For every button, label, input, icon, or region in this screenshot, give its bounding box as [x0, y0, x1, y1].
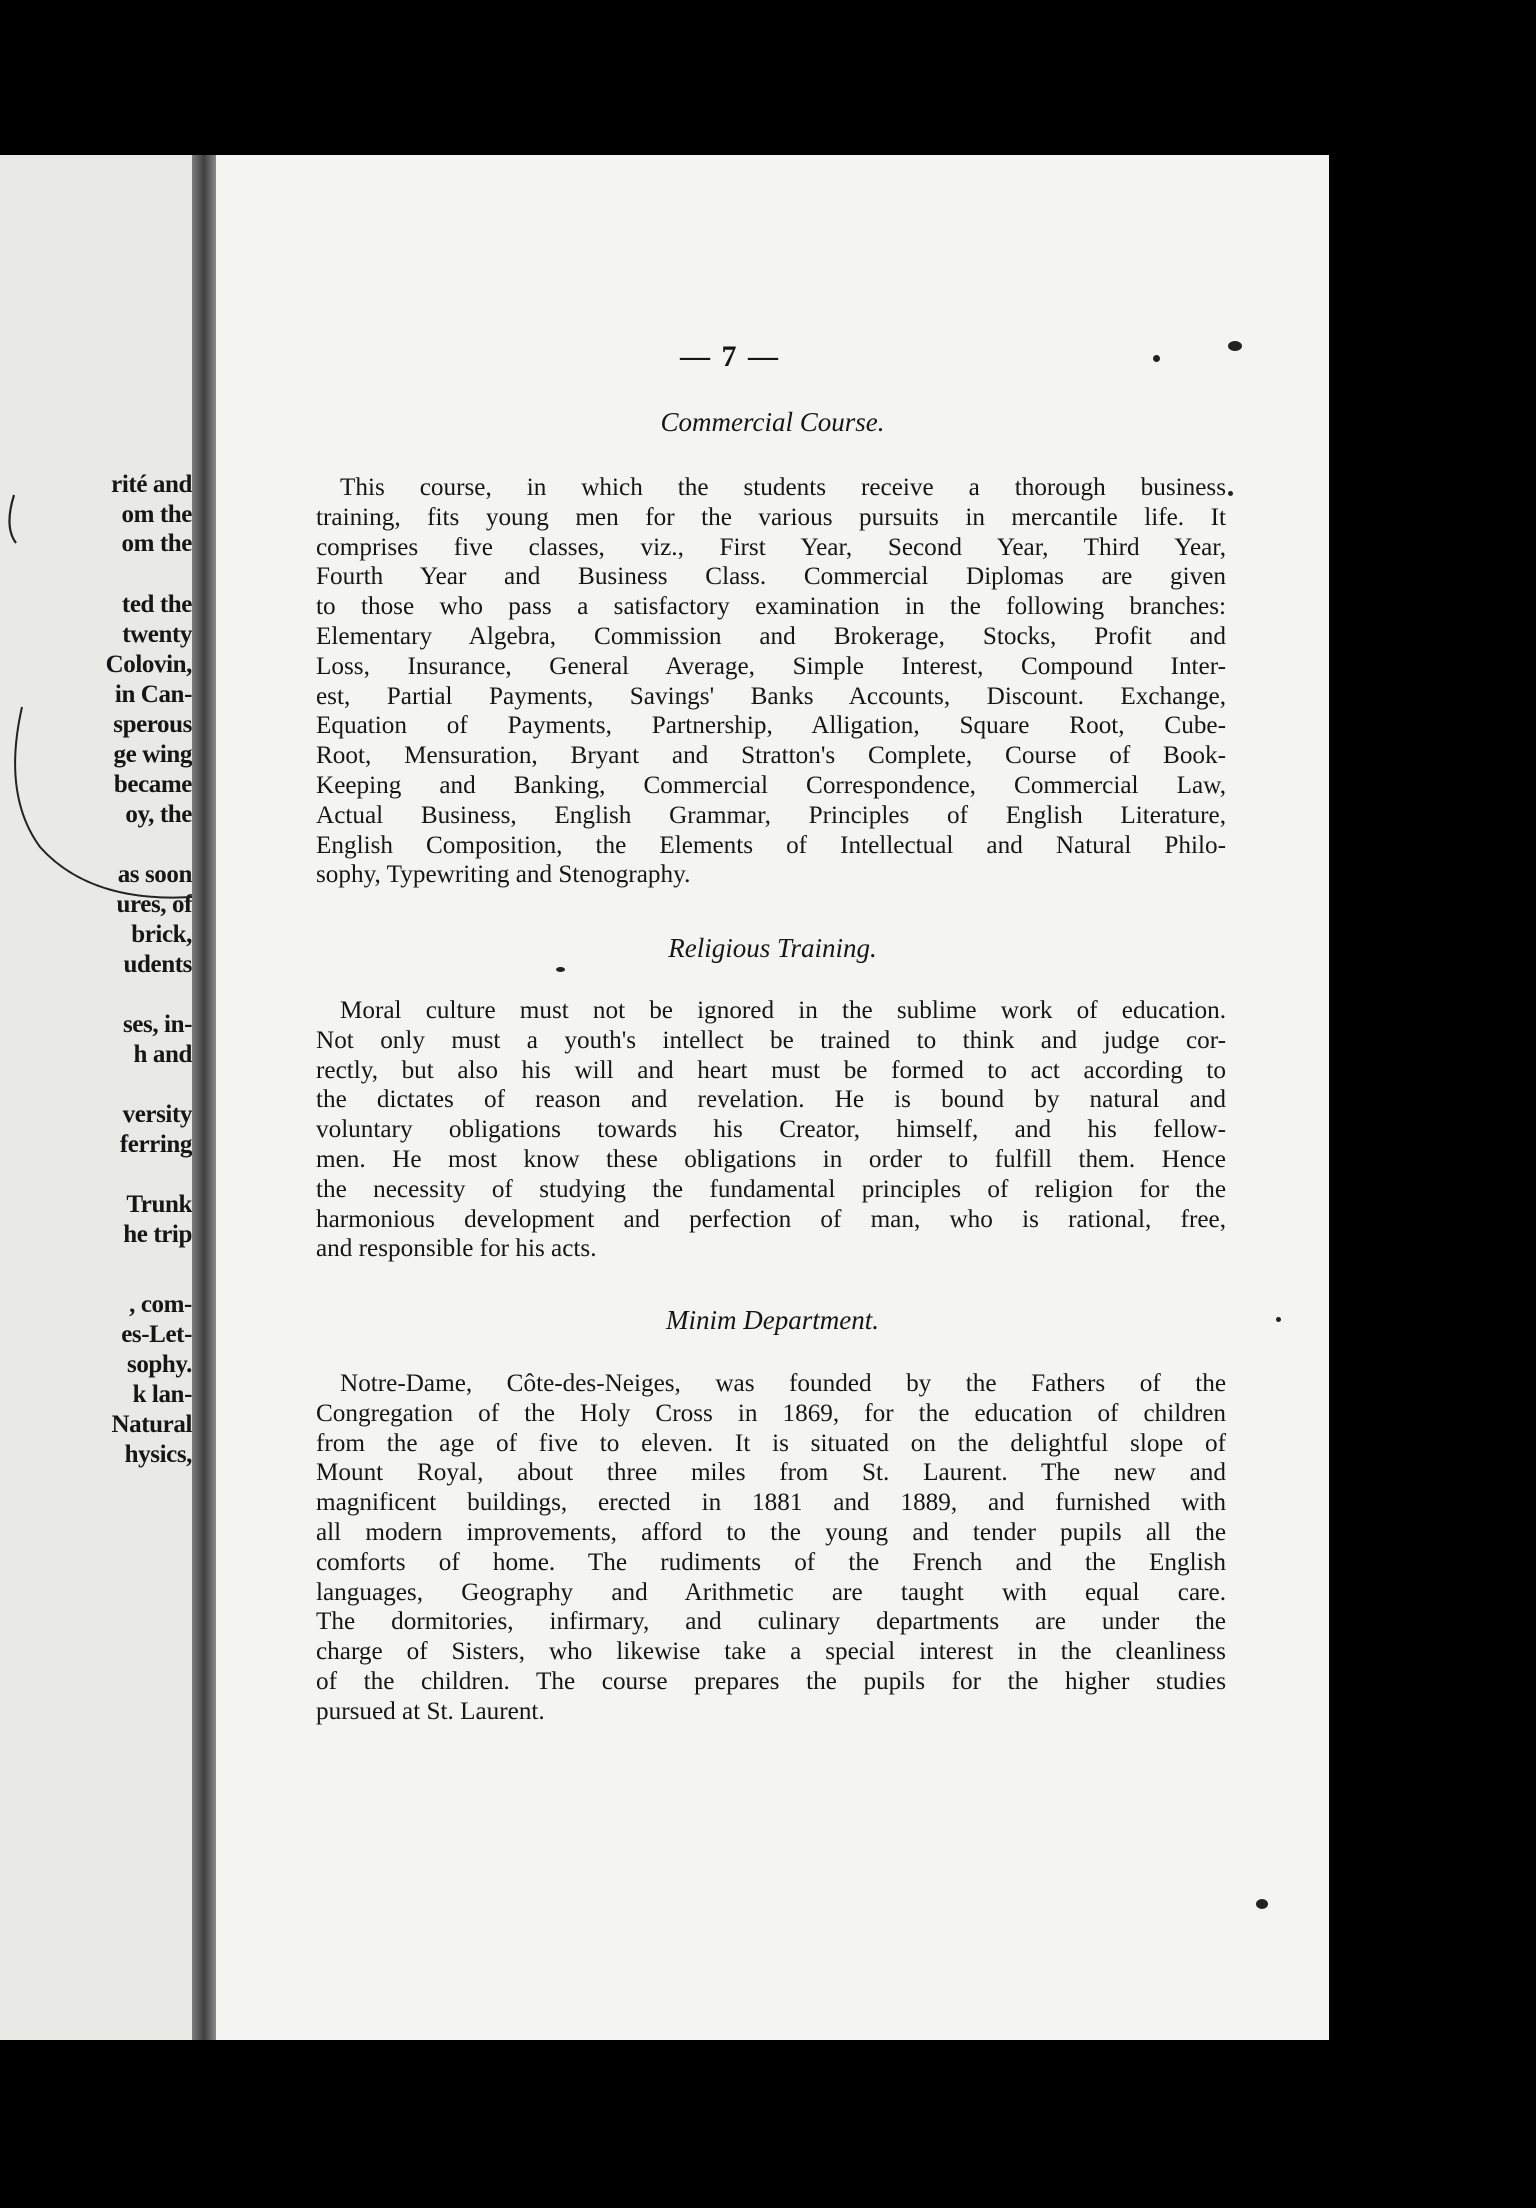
text-line: Root, Mensuration, Bryant and Stratton's Complete, Course of Book- [316, 742, 1226, 770]
left-page-line: hysics, [124, 1441, 192, 1468]
text-line: Elementary Algebra, Commission and Brokerage, Stocks, Profit and [316, 622, 1226, 650]
text-line: Notre-Dame, Côte-des-Neiges, was founded by the Fathers of the [340, 1370, 1226, 1397]
pen-stroke-mark [0, 155, 192, 2040]
text-line: comprises five classes, viz., First Year, Second Year, Third Year, [316, 533, 1226, 561]
main-page [216, 155, 1329, 2040]
text-line: comforts of home. The rudiments of the French and the English [316, 1548, 1226, 1576]
left-page-line: k lan- [132, 1381, 192, 1408]
left-page-line: ses, in- [122, 1011, 192, 1038]
left-page-line: ted the [121, 591, 192, 618]
text-line: of the children. The course prepares the pupils for the higher studies [316, 1667, 1226, 1695]
text-line: Fourth Year and Business Class. Commercial Diplomas are given [316, 563, 1226, 591]
left-page-line: oy, the [125, 801, 192, 828]
scan-speck [1276, 1317, 1281, 1322]
left-page-line: sophy. [126, 1351, 192, 1378]
text-line: Congregation of the Holy Cross in 1869, for the education of children [316, 1399, 1226, 1427]
left-page-line: ge wing [113, 741, 192, 768]
book-gutter [192, 155, 216, 2040]
text-line: Loss, Insurance, General Average, Simple Interest, Compound Inter- [316, 652, 1226, 680]
text-line: to those who pass a satisfactory examination in the following branches: [316, 593, 1226, 621]
text-line: Not only must a youth's intellect be trained to think and judge cor- [316, 1026, 1226, 1054]
text-line: This course, in which the students receive a thorough business [340, 474, 1226, 501]
text-line: men. He most know these obligations in order to fulfill them. Hence [316, 1145, 1226, 1173]
text-line: training, fits young men for the various pursuits in mercantile life. It [316, 503, 1226, 531]
text-line: and responsible for his acts. [316, 1235, 597, 1263]
left-page-line: udents [123, 951, 192, 978]
text-line: est, Partial Payments, Savings' Banks Accounts, Discount. Exchange, [316, 682, 1226, 710]
left-page-line: in Can- [114, 681, 192, 708]
text-line: from the age of five to eleven. It is situated on the delightful slope of [316, 1429, 1226, 1457]
left-page-line: om the [121, 501, 192, 528]
text-line: the necessity of studying the fundamental principles of religion for the [316, 1175, 1226, 1203]
text-line: harmonious development and perfection of man, who is rational, free, [316, 1205, 1226, 1233]
left-page-line: es-Let- [121, 1321, 192, 1348]
text-line: magnificent buildings, erected in 1881 and 1889, and furnished with [316, 1489, 1226, 1517]
left-page-line: became [113, 771, 192, 798]
text-line: voluntary obligations towards his Creator, himself, and his fellow- [316, 1116, 1226, 1144]
left-page-line: rité and [111, 471, 192, 498]
left-facing-page [0, 155, 192, 2040]
text-line: Equation of Payments, Partnership, Alligation, Square Root, Cube- [316, 712, 1226, 740]
left-page-line: as soon [117, 861, 192, 888]
left-page-line: brick, [131, 921, 192, 948]
scan-speck [1256, 1899, 1268, 1909]
scan-speck [1153, 355, 1160, 362]
text-line: all modern improvements, afford to the young and tender pupils all the [316, 1518, 1226, 1546]
left-page-line: sperous [113, 711, 192, 738]
text-line: pursued at St. Laurent. [316, 1697, 545, 1725]
heading-commercial-course: Commercial Course. [660, 407, 885, 437]
text-line: rectly, but also his will and heart must be formed to act according to [316, 1056, 1226, 1084]
paragraph-commercial-course [316, 473, 1226, 890]
left-page-line: Colovin, [105, 651, 192, 678]
text-line: Actual Business, English Grammar, Principles of English Literature, [316, 801, 1226, 829]
left-page-line: twenty [122, 621, 192, 648]
left-page-line: ures, of [116, 891, 192, 918]
scan-speck [1228, 491, 1233, 496]
left-page-line: he trip [123, 1221, 192, 1248]
text-line: The dormitories, infirmary, and culinary departments are under the [316, 1608, 1226, 1636]
paragraph-minim-department [316, 1369, 1226, 1727]
scan-speck [556, 967, 565, 972]
left-page-line: Trunk [126, 1191, 192, 1218]
left-page-line: , com- [129, 1291, 192, 1318]
scan-speck [1228, 341, 1242, 351]
left-page-line: ferring [119, 1131, 192, 1158]
text-line: Moral culture must not be ignored in the sublime work of education. [340, 997, 1226, 1024]
text-line: Mount Royal, about three miles from St. Laurent. The new and [316, 1459, 1226, 1487]
text-line: Keeping and Banking, Commercial Correspondence, Commercial Law, [316, 771, 1226, 799]
text-line: charge of Sisters, who likewise take a special interest in the cleanliness [316, 1638, 1226, 1666]
text-line: sophy, Typewriting and Stenography. [316, 861, 691, 889]
left-page-line: h and [133, 1041, 192, 1068]
text-line: languages, Geography and Arithmetic are taught with equal care. [316, 1578, 1226, 1606]
text-line: the dictates of reason and revelation. He is bound by natural and [316, 1086, 1226, 1114]
left-page-line: Natural [111, 1411, 192, 1438]
paragraph-religious-training [316, 996, 1226, 1264]
left-page-line: om the [121, 530, 192, 557]
text-line: English Composition, the Elements of Intellectual and Natural Philo- [316, 831, 1226, 859]
heading-religious-training: Religious Training. [668, 933, 877, 963]
left-page-line: versity [122, 1101, 192, 1128]
page-number: — 7 — [680, 340, 780, 373]
heading-minim-department: Minim Department. [666, 1305, 879, 1335]
